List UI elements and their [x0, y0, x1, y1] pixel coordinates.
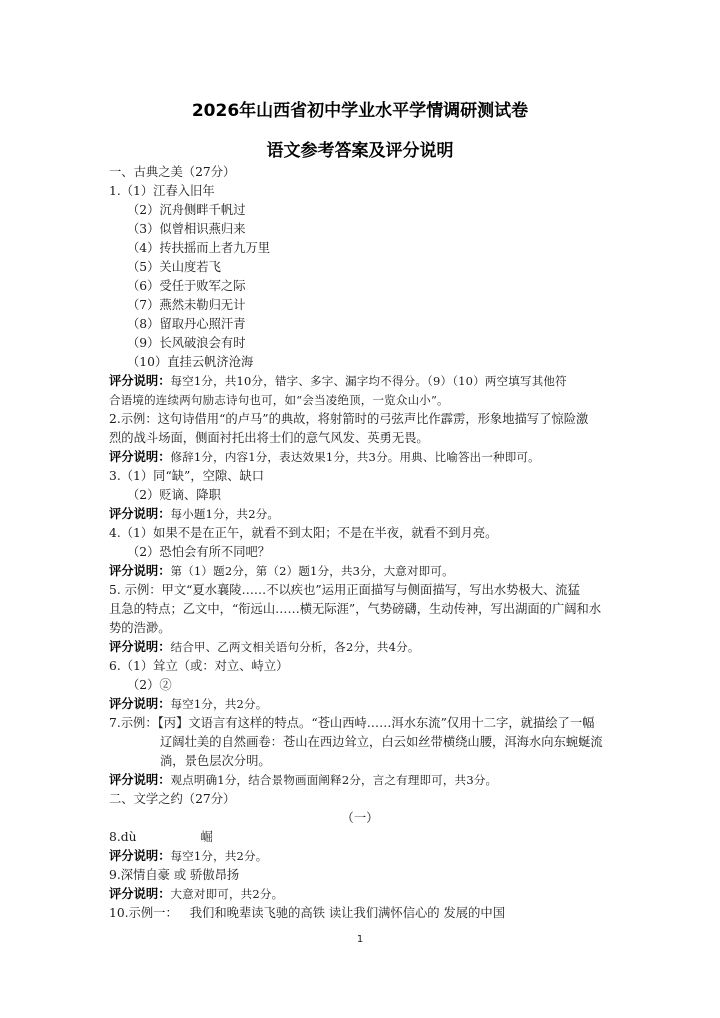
answer-line: （6）受任于败军之际: [127, 279, 246, 293]
document-title: 2026年山西省初中学业水平学情调研测试卷: [191, 101, 529, 121]
scoring-note: [109, 372, 567, 391]
example-text: 我们和晚辈读飞驰的高铁 读让我们满怀信心的 发展的中国: [189, 906, 505, 920]
answer-line: （2）恐怕会有所不同吧？: [127, 545, 271, 559]
answer-line: 且急的特点；乙文中，“衔远山……横无际涯”，气势磅礴，生动传神，写出湖面的广阔和水: [109, 602, 602, 616]
scoring-label: 评分说明：: [109, 773, 171, 787]
scoring-text: 每空1分，共2分。: [170, 697, 268, 711]
scoring-note: [109, 885, 283, 904]
scoring-label: 评分说明：: [109, 697, 171, 711]
scoring-note: [109, 505, 279, 524]
answer-line: （2）沉舟侧畔千帆过: [127, 203, 246, 217]
answer-line: （2）贬谪、降职: [127, 488, 221, 502]
answer-line: [109, 904, 505, 923]
character-answer: 崛: [200, 830, 213, 844]
document-subtitle: 语文参考答案及评分说明: [266, 141, 454, 161]
answer-line: （3）似曾相识燕归来: [127, 222, 246, 236]
answer-line: （8）留取丹心照汗青: [127, 317, 246, 331]
answer-line: 辽阔壮美的自然画卷：苍山在西边耸立，白云如丝带横绕山腰，洱海水向东蜿蜒流: [160, 735, 603, 749]
scoring-note: [109, 847, 267, 866]
answer-line: （2）②: [127, 678, 172, 692]
scoring-label: 评分说明：: [109, 849, 171, 863]
scoring-text: 大意对即可，共2分。: [170, 887, 284, 901]
pinyin-answer: 8.dù: [109, 830, 137, 844]
answer-line: 3.（1）同“缺”，空隙、缺口: [109, 469, 265, 483]
example-label: 10.示例一：: [109, 906, 178, 920]
scoring-label: 评分说明：: [109, 507, 171, 521]
page-number: 1: [356, 934, 364, 945]
scoring-text: 每空1分，共2分。: [170, 849, 268, 863]
scoring-label: 评分说明：: [109, 887, 171, 901]
scoring-text: 每小题1分，共2分。: [170, 507, 280, 521]
answer-line: 淌，景色层次分明。: [160, 754, 271, 768]
answer-line: 2.示例：这句诗借用“的卢马”的典故，将射箭时的弓弦声比作霹雳，形象地描写了惊险激: [109, 412, 589, 426]
scoring-text: 第（1）题2分，第（2）题1分，共3分，大意对即可。: [170, 564, 454, 578]
scoring-note-cont: 合语境的连续两句励志诗句也可，如“会当凌绝顶，一览众山小”。: [109, 393, 449, 407]
answer-line: 势的浩渺。: [109, 621, 171, 635]
scoring-note: [109, 562, 454, 581]
scoring-text: 每空1分，共10分，错字、多字、漏字均不得分。（9）（10）两空填写其他符: [170, 374, 567, 388]
answer-line: 5. 示例：甲文“夏水襄陵……不以疾也”运用正面描写与侧面描写，写出水势极大、流猛: [109, 583, 580, 597]
answer-line: 6.（1）耸立（或：对立、峙立）: [109, 659, 289, 673]
scoring-note: [109, 695, 267, 714]
scoring-note: [109, 638, 420, 657]
section-heading: 一、古典之美（27分）: [109, 165, 236, 179]
answer-line: （5）关山度若飞: [127, 260, 221, 274]
scoring-label: 评分说明：: [109, 640, 171, 654]
answer-line: 4.（1）如果不是在正午，就看不到太阳；不是在半夜，就看不到月亮。: [109, 526, 498, 540]
scoring-note: [109, 448, 540, 467]
section-heading: 二、文学之约（27分）: [109, 792, 236, 806]
answer-line: （9）长风破浪会有时: [127, 336, 246, 350]
answer-line: （10）直挂云帆济沧海: [127, 355, 254, 369]
scoring-note: [109, 771, 497, 790]
scoring-text: 观点明确1分，结合景物画面阐释2分，言之有理即可，共3分。: [170, 773, 498, 787]
answer-line: （4）抟扶摇而上者九万里: [127, 241, 271, 255]
answer-line: （7）燕然未勒归无计: [127, 298, 246, 312]
scoring-text: 修辞1分，内容1分，表达效果1分，共3分。用典、比喻答出一种即可。: [170, 450, 540, 464]
scoring-label: 评分说明：: [109, 450, 171, 464]
scoring-text: 结合甲、乙两文相关语句分析，各2分，共4分。: [170, 640, 420, 654]
scoring-label: 评分说明：: [109, 374, 171, 388]
answer-line: 7.示例：【丙】文语言有这样的特点。“苍山西峙……洱水东流”仅用十二字，就描绘了一幅: [109, 716, 595, 730]
answer-line: 1.（1）江春入旧年: [109, 184, 215, 198]
answer-line: 烈的战斗场面，侧面衬托出将士们的意气风发、英勇无畏。: [109, 431, 429, 445]
answer-line: [109, 828, 213, 847]
subsection-heading: （一）: [341, 811, 379, 825]
answer-line: 9.深情自豪 或 骄傲昂扬: [109, 868, 240, 882]
scoring-label: 评分说明：: [109, 564, 171, 578]
